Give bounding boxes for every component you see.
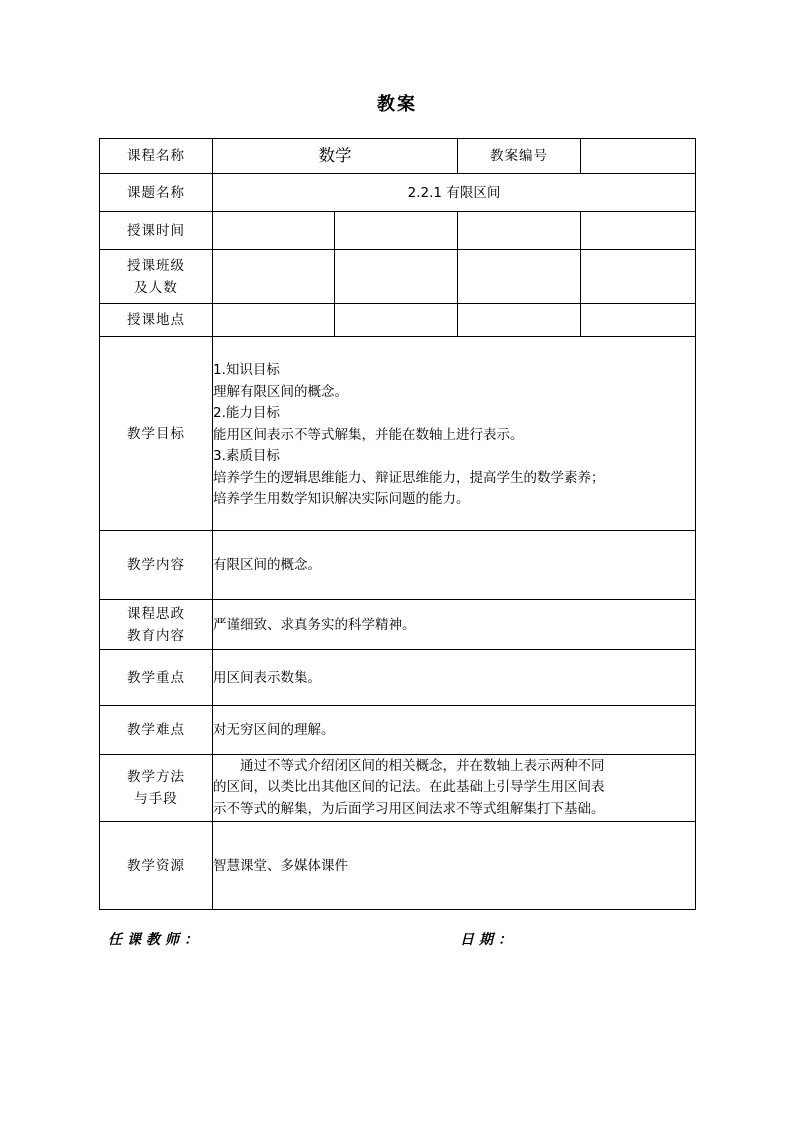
row-ideology bbox=[100, 600, 696, 650]
methods-content bbox=[213, 755, 696, 822]
location-label: 授课地点 bbox=[100, 304, 213, 337]
key-points-label: 教学重点 bbox=[100, 650, 213, 706]
goals-line: 培养学生用数学知识解决实际问题的能力。 bbox=[213, 491, 470, 508]
key-points-value: 用区间表示数集。 bbox=[213, 650, 696, 706]
ideology-label-line2: 教育内容 bbox=[127, 627, 185, 644]
location-cell-4 bbox=[581, 304, 696, 337]
class-cell-4 bbox=[581, 250, 696, 304]
goals-line: 2.能力目标 bbox=[213, 405, 280, 422]
class-label-line1: 授课班级 bbox=[127, 257, 185, 274]
location-cell-2 bbox=[335, 304, 458, 337]
class-label-line2: 及人数 bbox=[134, 279, 178, 296]
course-name-label: 课程名称 bbox=[100, 139, 213, 174]
row-key-points bbox=[100, 650, 696, 706]
document-title: 教案 bbox=[377, 94, 417, 115]
time-cell-2 bbox=[335, 212, 458, 250]
time-label: 授课时间 bbox=[100, 212, 213, 250]
row-class bbox=[100, 250, 696, 304]
ideology-label-line1: 课程思政 bbox=[127, 605, 185, 622]
row-difficulty bbox=[100, 706, 696, 755]
row-resources bbox=[100, 822, 696, 910]
row-goals bbox=[100, 337, 696, 531]
difficulty-value: 对无穷区间的理解。 bbox=[213, 706, 696, 755]
class-label bbox=[100, 250, 213, 304]
goals-line: 理解有限区间的概念。 bbox=[213, 383, 348, 400]
date-label: 日期： bbox=[460, 932, 517, 948]
location-cell-1 bbox=[213, 304, 335, 337]
goals-line: 3.素质目标 bbox=[213, 448, 280, 465]
goals-content bbox=[213, 337, 696, 531]
row-topic bbox=[100, 174, 696, 212]
resources-label: 教学资源 bbox=[100, 822, 213, 910]
resources-value: 智慧课堂、多媒体课件 bbox=[213, 822, 696, 910]
row-time bbox=[100, 212, 696, 250]
row-location bbox=[100, 304, 696, 337]
methods-label bbox=[100, 755, 213, 822]
teacher-label: 任课教师： bbox=[108, 932, 203, 948]
topic-value: 2.2.1 有限区间 bbox=[213, 174, 696, 212]
methods-line: 通过不等式介绍闭区间的相关概念，并在数轴上表示两种不同 bbox=[240, 757, 605, 774]
methods-label-line2: 与手段 bbox=[134, 791, 178, 807]
goals-line: 能用区间表示不等式解集，并能在数轴上进行表示。 bbox=[213, 426, 524, 443]
lesson-plan-table bbox=[99, 138, 696, 910]
class-cell-1 bbox=[213, 250, 335, 304]
time-cell-1 bbox=[213, 212, 335, 250]
row-content bbox=[100, 531, 696, 600]
ideology-label bbox=[100, 600, 213, 650]
ideology-value: 严谨细致、求真务实的科学精神。 bbox=[213, 600, 696, 650]
time-cell-4 bbox=[581, 212, 696, 250]
location-cell-3 bbox=[458, 304, 581, 337]
topic-label: 课题名称 bbox=[100, 174, 213, 212]
class-cell-2 bbox=[335, 250, 458, 304]
course-name-value: 数学 bbox=[213, 139, 458, 174]
plan-number-label: 教案编号 bbox=[458, 139, 581, 174]
methods-line: 的区间，以类比出其他区间的记法。在此基础上引导学生用区间表 bbox=[213, 779, 605, 796]
row-course-name bbox=[100, 139, 696, 174]
content-label: 教学内容 bbox=[100, 531, 213, 600]
time-cell-3 bbox=[458, 212, 581, 250]
methods-line: 示不等式的解集，为后面学习用区间法求不等式组解集打下基础。 bbox=[213, 800, 605, 817]
difficulty-label: 教学难点 bbox=[100, 706, 213, 755]
class-cell-3 bbox=[458, 250, 581, 304]
goals-line: 1.知识目标 bbox=[213, 362, 280, 379]
row-methods bbox=[100, 755, 696, 822]
plan-number-value bbox=[581, 139, 696, 174]
content-value: 有限区间的概念。 bbox=[213, 531, 696, 600]
goals-line: 培养学生的逻辑思维能力、辩证思维能力，提高学生的数学素养； bbox=[213, 469, 605, 486]
methods-label-line1: 教学方法 bbox=[127, 769, 185, 785]
goals-label: 教学目标 bbox=[100, 337, 213, 531]
